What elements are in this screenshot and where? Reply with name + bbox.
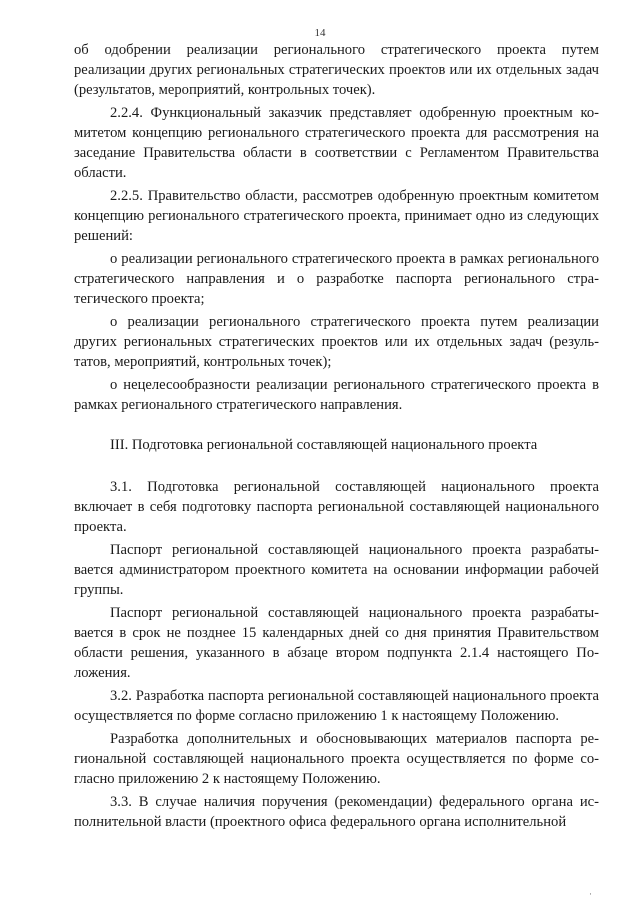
paragraph: Паспорт региональной составляющей национального проекта разрабатывается в срок не позднее 15 календарных дней со дня принятия Правительством области решения, указанного в абзаце втором подпункта 2.1.4 настоящего Положения. xyxy=(74,605,599,681)
paragraphs-after xyxy=(74,477,599,832)
paragraph: об одобрении реализации регионального стратегического проекта путем реализации других региональных стратегических проектов или их отдельных задач (результатов, мероприятий, контрольных точек). xyxy=(74,42,599,98)
paragraph: о нецелесообразности реализации регионального стратегического проекта в рамках регионального стратегического направления. xyxy=(74,377,599,413)
paragraph: 2.2.4. Функциональный заказчик представляет одобренную проектным комитетом концепцию регионального стратегического проекта для рассмотрения на заседание Правительства области в соответствии с Регламентом Правительства области. xyxy=(74,105,599,181)
paragraph: 3.2. Разработка паспорта региональной составляющей национального проекта осуществляется по форме согласно приложению 1 к настоящему Положению. xyxy=(74,688,599,724)
paragraph: 2.2.5. Правительство области, рассмотрев одобренную проектным комитетом концепцию регионального стратегического проекта, принимает одно из следующих решений: xyxy=(74,188,599,244)
page-number: 14 xyxy=(314,27,326,39)
paragraph: 3.3. В случае наличия поручения (рекомендации) федерального органа исполнительной власти (проектного офиса федерального органа исполнительной xyxy=(74,794,599,830)
paragraph: о реализации регионального стратегического проекта путем реализации других региональных стратегических проектов или их отдельных задач (результатов, мероприятий, контрольных точек); xyxy=(74,314,599,370)
paragraph: Разработка дополнительных и обосновывающих материалов паспорта региональной составляющей национального проекта осуществляется по форме согласно приложению 2 к настоящему Положению. xyxy=(74,731,599,787)
section-heading: III. Подготовка региональной составляющей национального проекта xyxy=(110,437,538,453)
scan-mark: · xyxy=(589,889,592,899)
paragraph: Паспорт региональной составляющей национального проекта разрабатывается администратором проектного комитета на основании информации рабочей группы. xyxy=(74,542,599,598)
document-body xyxy=(74,40,599,835)
paragraph: 3.1. Подготовка региональной составляющей национального проекта включает в себя подготовку паспорта региональной составляющей национального проекта. xyxy=(74,479,599,535)
paragraph: о реализации регионального стратегического проекта в рамках регионального стратегического направления и о разработке паспорта регионального стратегического проекта; xyxy=(74,251,599,307)
paragraphs-before xyxy=(74,40,599,415)
